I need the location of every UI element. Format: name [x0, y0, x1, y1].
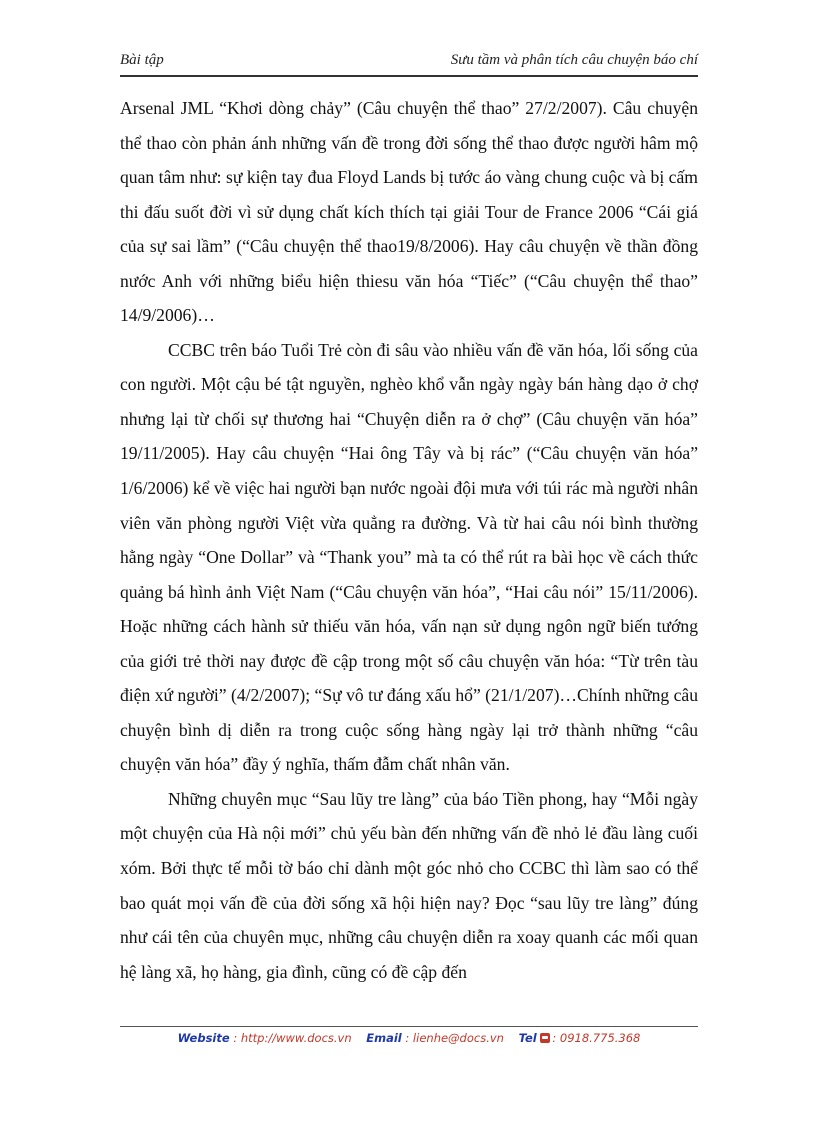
footer-email-label: Email: [366, 1031, 402, 1045]
page-footer: [120, 1031, 698, 1045]
footer-divider: [120, 1026, 698, 1027]
page-header: [120, 52, 698, 76]
paragraph-3: Những chuyên mục “Sau lũy tre làng” của báo Tiền phong, hay “Mỗi ngày một chuyện của Hà nội mới” chủ yếu bàn đến những vấn đề nhỏ lẻ đầu làng cuối xóm. Bởi thực tế mỗi tờ báo chỉ dành một góc nhỏ cho CCBC thì làm sao có thể bao quát mọi vấn đề của đời sống xã hội hiện nay? Đọc “sau lũy tre làng” đúng như cái tên của chuyên mục, những câu chuyện diễn ra xoay quanh các mối quan hệ làng xã, họ hàng, gia đình, cũng có đề cập đến: [120, 788, 698, 982]
footer-website-label: Website: [177, 1031, 230, 1045]
phone-icon: [540, 1033, 550, 1043]
footer-tel-label: Tel: [518, 1031, 537, 1045]
paragraph-1: Arsenal JML “Khơi dòng chảy” (Câu chuyện thể thao” 27/2/2007). Câu chuyện thể thao còn phản ánh những vấn đề trong đời sống thể thao được người hâm mộ quan tâm như: sự kiện tay đua Floyd Lands bị tước áo vàng chung cuộc và bị cấm thi đấu suốt đời vì sử dụng chất kích thích tại giải Tour de France 2006 “Cái giá của sự sai lầm” (“Câu chuyện thể thao19/8/2006). Hay câu chuyện về thần đồng nước Anh với những biểu hiện thiesu văn hóa “Tiếc” (“Câu chuyện thể thao” 14/9/2006)…: [120, 98, 698, 326]
footer-email-link[interactable]: : lienhe@docs.vn: [405, 1031, 504, 1045]
footer-website-link[interactable]: : http://www.docs.vn: [233, 1031, 352, 1045]
header-divider: [120, 75, 698, 77]
header-right-title: Sưu tầm và phân tích câu chuyện báo chí: [450, 52, 698, 68]
footer-tel-value: : 0918.775.368: [552, 1031, 641, 1045]
paragraph-2: CCBC trên báo Tuổi Trẻ còn đi sâu vào nhiều vấn đề văn hóa, lối sống của con người. Một cậu bé tật nguyền, nghèo khổ vẫn ngày ngày bán hàng dạo ở chợ nhưng lại từ chối sự thương hai “Chuyện diễn ra ở chợ” (Câu chuyện văn hóa” 19/11/2005). Hay câu chuyện “Hai ông Tây và bị rác” (“Câu chuyện văn hóa” 1/6/2006) kể về việc hai người bạn nước ngoài đội mưa với túi rác mà người nhân viên văn phòng người Việt vừa quẳng ra đường. Và từ hai câu nói bình thường hằng ngày “One Dollar” và “Thank you” mà ta có thể rút ra bài học về cách thức quảng bá hình ảnh Việt Nam (“Câu chuyện văn hóa”, “Hai câu nói” 15/11/2006). Hoặc những cách hành sử thiếu văn hóa, vấn nạn sử dụng ngôn ngữ biến tướng của giới trẻ thời nay được đề cập trong một số câu chuyện văn hóa: “Từ trên tàu điện xứ người” (4/2/2007); “Sự vô tư đáng xấu hổ” (21/1/207)…Chính những câu chuyện bình dị diễn ra trong cuộc sống hàng ngày lại trở thành những “câu chuyện văn hóa” đầy ý nghĩa, thấm đẫm chất nhân văn.: [120, 339, 698, 775]
header-left-title: Bài tập: [120, 52, 164, 68]
body-text: [120, 91, 698, 989]
